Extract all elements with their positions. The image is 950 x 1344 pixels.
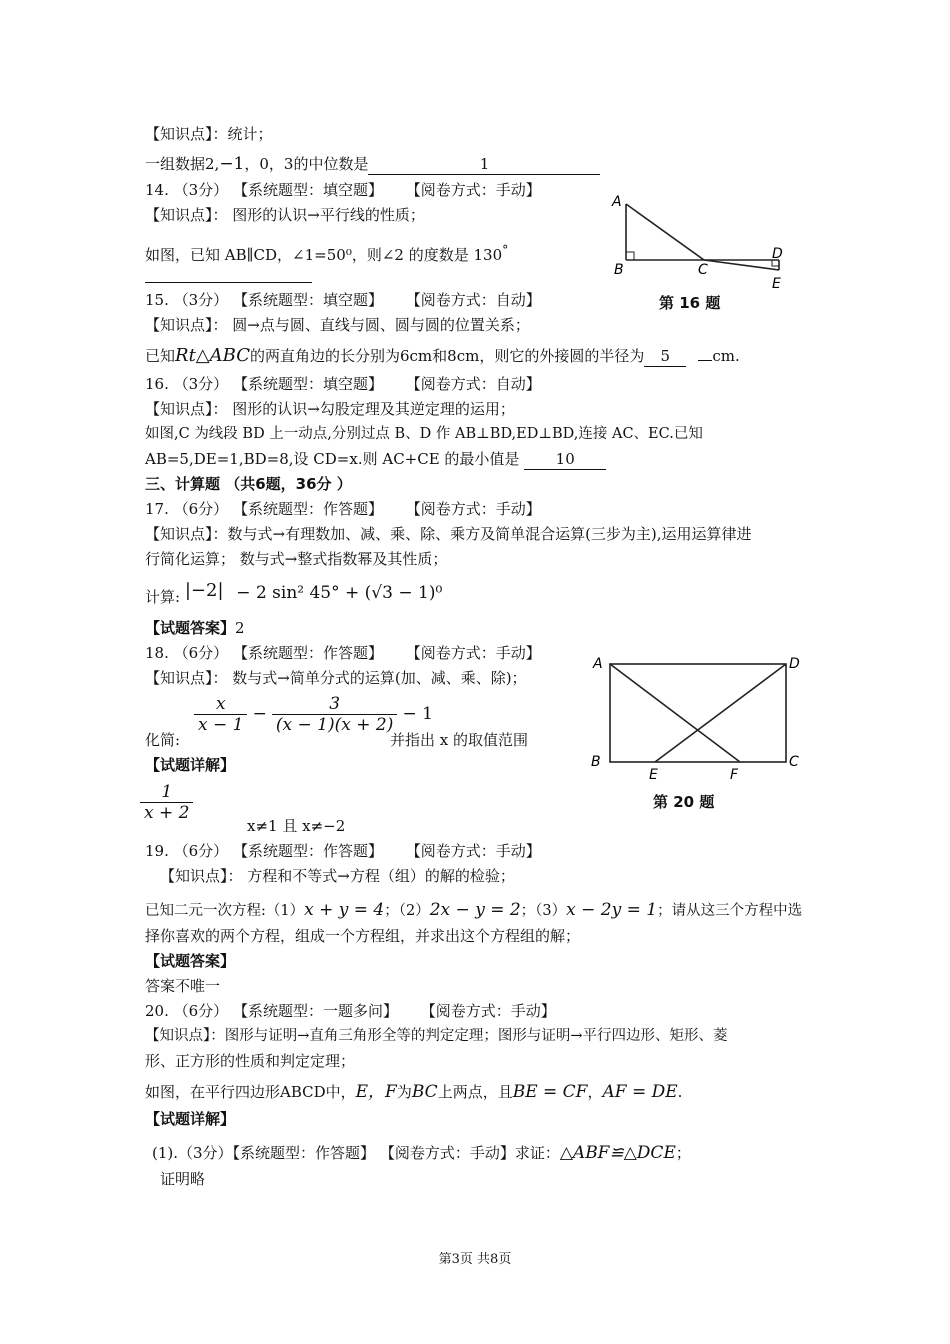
figure-16-caption: 第 16 题 (659, 294, 721, 312)
q20-knowledge-1: 【知识点】：图形与证明→直角三角形全等的判定定理；图形与证明→平行四边形、矩形、菱 (145, 1028, 728, 1044)
figure-16-svg (604, 190, 804, 290)
q15-post: 的两直角边的长分别为6cm和8cm，则它的外接圆的半径为 (249, 347, 645, 365)
q13-neg: −1 (219, 154, 245, 174)
q15-answer: 5 (644, 346, 686, 367)
q17-type: 【系统题型：作答题】 (232, 500, 383, 518)
q19-header (145, 841, 541, 861)
q20-score: （6分） (173, 1002, 229, 1020)
q15-text (145, 346, 740, 367)
q19-equation-1: x + y = 4 (304, 900, 385, 920)
q15-type: 【系统题型：填空题】 (232, 291, 383, 309)
figure-20-svg (585, 652, 815, 782)
q20-proof: 证明略 (160, 1170, 206, 1188)
q16-text-2-body: AB=5,DE=1,BD=8,设 CD=x.则 AC+CE 的最小值是 (145, 450, 520, 468)
knowledge-point-stats: 【知识点】：统计； (145, 125, 273, 143)
q19-knowledge: 【知识点】： 方程和不等式→方程（组）的解的检验； (160, 867, 515, 885)
q14-text (145, 240, 508, 265)
q18-header (145, 643, 541, 663)
page-footer: 第3页 共8页 (438, 1252, 512, 1267)
q15-unit: cm. (712, 347, 740, 365)
q20-segment-bc: BC (411, 1082, 438, 1102)
q20-detail-label: 【试题详解】 (145, 1110, 236, 1128)
figure-20-caption: 第 20 题 (653, 793, 715, 811)
q18-expression (194, 694, 433, 735)
q15-mark: 【阅卷方式：自动】 (405, 291, 541, 309)
q17-calc-label: 计算: (145, 588, 181, 606)
q14-mark: 【阅卷方式：手动】 (405, 181, 541, 199)
fig20-label-c: C (789, 754, 799, 770)
q19-equation-3: x − 2y = 1 (566, 900, 658, 920)
q20-points-ef: E，F (355, 1082, 397, 1102)
fig20-label-e: E (649, 767, 658, 782)
q18-knowledge: 【知识点】： 数与式→简单分式的运算(加、减、乘、除)； (145, 669, 527, 687)
q15-num: 15. (145, 291, 169, 309)
q14-knowledge: 【知识点】： 图形的认识→平行线的性质； (145, 206, 425, 224)
q19-text-2: 择你喜欢的两个方程，组成一个方程组，并求出这个方程组的解； (145, 927, 581, 945)
q18-condition: x≠1 且 x≠−2 (247, 817, 346, 835)
q15-rt-triangle: Rt△ABC (175, 345, 250, 366)
q16-num: 16. (145, 375, 169, 393)
q17-answer-line (145, 618, 245, 638)
q14-header (145, 180, 541, 200)
q20-knowledge-2: 形、正方形的性质和判定定理； (145, 1052, 356, 1070)
q20-equation-1: BE = CF (512, 1082, 588, 1102)
q19-num: 19. (145, 842, 169, 860)
q13-answer: 1 (368, 154, 600, 175)
q20-mark: 【阅卷方式：手动】 (420, 1002, 556, 1020)
fig20-label-b: B (591, 754, 601, 770)
q17-num: 17. (145, 500, 169, 518)
q19-answer: 答案不唯一 (145, 977, 221, 995)
q17-header (145, 499, 541, 519)
q16-text-1: 如图,C 为线段 BD 上一动点,分别过点 B、D 作 AB⊥BD,ED⊥BD,连接 AC、EC.已知 (145, 426, 703, 442)
section-3-title: 三、计算题 （共6题，36分 ） (145, 475, 352, 493)
q18-simplify-label: 化简: (145, 731, 181, 749)
fig16-label-e: E (772, 276, 781, 290)
q18-answer (140, 782, 193, 823)
q18-fraction-1: $\frac{x}{x - 1}$ (194, 694, 247, 735)
q14-text-body: 如图，已知 AB∥CD，∠1=50⁰，则∠2 的度数是 130 (145, 246, 503, 264)
fig20-label-a: A (593, 656, 603, 672)
q19-score: （6分） (173, 842, 229, 860)
q17-answer: 2 (235, 619, 245, 637)
q15-pre: 已知 (145, 347, 176, 365)
q17-knowledge-1: 【知识点】：数与式→有理数加、减、乘、除、乘方及简单混合运算(三步为主),运用运算律进 (145, 525, 752, 543)
q16-text-2 (145, 449, 606, 470)
q17-mark: 【阅卷方式：手动】 (405, 500, 541, 518)
q18-num: 18. (145, 644, 169, 662)
fig16-label-a: A (612, 194, 622, 210)
q16-answer: 10 (524, 449, 606, 470)
q14-type: 【系统题型：填空题】 (232, 181, 383, 199)
figure-20 (585, 652, 815, 817)
q16-type: 【系统题型：填空题】 (232, 375, 383, 393)
q18-range: 并指出 x 的取值范围 (390, 731, 528, 749)
q15-knowledge: 【知识点】： 圆→点与圆、直线与圆、圆与圆的位置关系； (145, 316, 530, 334)
q16-header (145, 374, 541, 394)
q18-score: （6分） (173, 644, 229, 662)
q20-text: 如图，在平行四边形ABCD中，E，F为BC上两点，且BE = CF，AF = DE. (145, 1082, 683, 1102)
q13-mid: ，0，3的中位数是 (244, 155, 369, 173)
fig16-label-d: D (772, 246, 783, 262)
q17-knowledge-2: 行简化运算； 数与式→整式指数幂及其性质； (145, 550, 448, 568)
q20-num: 20. (145, 1002, 169, 1020)
q17-abs-value: |−2| (184, 580, 224, 601)
q17-score: （6分） (173, 500, 229, 518)
q14-answer-underline (145, 282, 312, 283)
q14-degree: ° (502, 242, 509, 257)
q18-type: 【系统题型：作答题】 (232, 644, 383, 662)
fig16-label-c: C (698, 262, 708, 278)
q18-answer-fraction: $\frac{1}{x + 2}$ (140, 782, 193, 823)
fig20-label-f: F (730, 767, 739, 782)
q14-num: 14. (145, 181, 169, 199)
q14-score: （3分） (173, 181, 229, 199)
q19-answer-label: 【试题答案】 (145, 952, 236, 970)
q17-expression: − 2 sin² 45° + (√3 − 1)⁰ (236, 583, 443, 603)
q20-equation-2: AF = DE (602, 1082, 678, 1102)
q18-fraction-2: $\frac{3}{(x - 1)(x + 2)}$ (272, 694, 397, 735)
q16-mark: 【阅卷方式：自动】 (405, 375, 541, 393)
q19-text-1: 已知二元一次方程:（1）x + y = 4；（2）2x − y = 2；（3）x − 2y = 1；请从这三个方程中选 (145, 900, 803, 920)
q19-equation-2: 2x − y = 2 (429, 900, 521, 920)
fig16-label-b: B (614, 262, 624, 278)
q18-minus: − (252, 704, 267, 724)
q17-calc (145, 580, 443, 610)
q19-type: 【系统题型：作答题】 (232, 842, 383, 860)
q16-score: （3分） (173, 375, 229, 393)
q15-header (145, 290, 541, 310)
q18-mark: 【阅卷方式：手动】 (405, 644, 541, 662)
q18-detail-label: 【试题详解】 (145, 756, 236, 774)
figure-16 (604, 190, 804, 320)
q17-answer-label: 【试题答案】 (145, 619, 236, 637)
q18-minus-one: − 1 (402, 704, 433, 724)
q15-score: （3分） (173, 291, 229, 309)
fig20-label-d: D (789, 656, 800, 672)
q20-congruence: △ABF≌△DCE (559, 1143, 676, 1163)
q20-sub-1: (1).（3分）【系统题型：作答题】 【阅卷方式：手动】求证：△ABF≌△DCE； (152, 1143, 691, 1163)
q13-pre: 一组数据2, (145, 155, 220, 173)
q20-header (145, 1001, 556, 1021)
q20-type: 【系统题型：一题多问】 (232, 1002, 398, 1020)
q16-knowledge: 【知识点】： 图形的认识→勾股定理及其逆定理的运用； (145, 400, 515, 418)
q13-text (145, 154, 600, 175)
q19-mark: 【阅卷方式：手动】 (405, 842, 541, 860)
